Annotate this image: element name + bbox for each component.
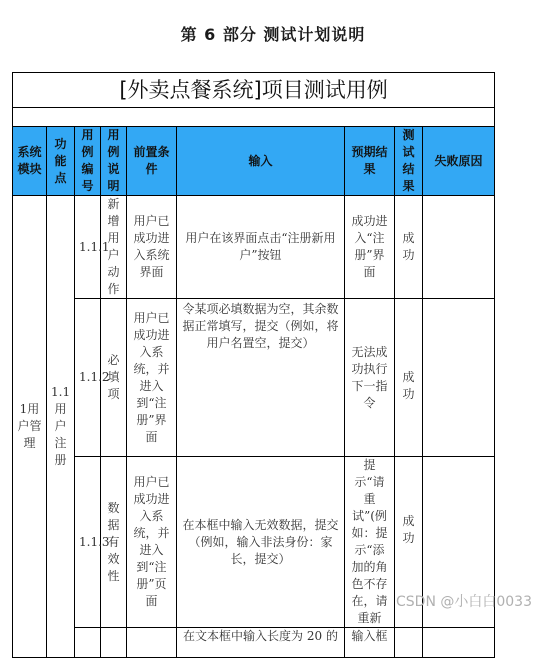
table-row-partial bbox=[13, 628, 495, 658]
cell-precondition bbox=[127, 628, 177, 658]
cell-case-id: 1.1.1 bbox=[75, 196, 101, 299]
cell-precondition: 用户已成功进入系统，并进入到“注册”界面 bbox=[127, 299, 177, 457]
header-case-id: 用例编号 bbox=[75, 127, 101, 196]
cell-expected: 无法成功执行下一指令 bbox=[345, 299, 395, 457]
cell-feature: 1.1用户注册 bbox=[47, 196, 75, 658]
cell-module: 1用户管理 bbox=[13, 196, 47, 658]
header-case-desc: 用例说明 bbox=[101, 127, 127, 196]
test-case-table bbox=[12, 72, 495, 658]
table-header-row bbox=[13, 127, 495, 196]
cell-precondition: 用户已成功进入系统界面 bbox=[127, 196, 177, 299]
cell-case-id: 1.1.2 bbox=[75, 299, 101, 457]
cell-case-id bbox=[75, 628, 101, 658]
cell-test-result: 成功 bbox=[395, 196, 423, 299]
header-test-result: 测试结果 bbox=[395, 127, 423, 196]
cell-case-desc: 必填项 bbox=[101, 299, 127, 457]
header-expected: 预期结果 bbox=[345, 127, 395, 196]
cell-input: 在本框中输入无效数据，提交（例如，输入非法身份：家长，提交） bbox=[177, 457, 345, 628]
cell-expected-partial-text: 输入框 bbox=[351, 629, 388, 642]
cell-case-desc bbox=[101, 628, 127, 658]
header-failure-reason: 失败原因 bbox=[423, 127, 495, 196]
csdn-watermark: CSDN @小白白0033 bbox=[396, 594, 532, 610]
table-title: [外卖点餐系统]项目测试用例 bbox=[13, 73, 495, 108]
cell-expected bbox=[345, 628, 395, 658]
test-case-table-wrapper bbox=[12, 72, 494, 658]
cell-input bbox=[177, 628, 345, 658]
cell-expected: 提示“请重试”(例如：提示“添加的角色不存在，请重新 bbox=[345, 457, 395, 628]
cell-input-partial-text: 在文本框中输入长度为 20 的 bbox=[183, 629, 338, 642]
header-feature: 功能点 bbox=[47, 127, 75, 196]
header-input: 输入 bbox=[177, 127, 345, 196]
table-row bbox=[13, 196, 495, 299]
table-row bbox=[13, 299, 495, 457]
cell-input: 令某项必填数据为空，其余数据正常填写，提交（例如，将用户名置空，提交） bbox=[177, 299, 345, 457]
cell-test-result bbox=[395, 628, 423, 658]
cell-precondition: 用户已成功进入系统，并进入到“注册”页面 bbox=[127, 457, 177, 628]
cell-expected: 成功进入“注册”界面 bbox=[345, 196, 395, 299]
cell-failure-reason bbox=[423, 299, 495, 457]
table-spacer-row bbox=[13, 108, 495, 127]
cell-test-result: 成功 bbox=[395, 457, 423, 628]
header-system-module: 系统模块 bbox=[13, 127, 47, 196]
cell-input: 用户在该界面点击“注册新用户”按钮 bbox=[177, 196, 345, 299]
cell-failure-reason bbox=[423, 628, 495, 658]
header-precondition: 前置条件 bbox=[127, 127, 177, 196]
cell-failure-reason bbox=[423, 196, 495, 299]
cell-case-desc: 数据有效性 bbox=[101, 457, 127, 628]
cell-case-desc: 新增用户动作 bbox=[101, 196, 127, 299]
page-heading: 第 6 部分 测试计划说明 bbox=[180, 25, 366, 44]
cell-case-id: 1.1.3 bbox=[75, 457, 101, 628]
cell-test-result: 成功 bbox=[395, 299, 423, 457]
